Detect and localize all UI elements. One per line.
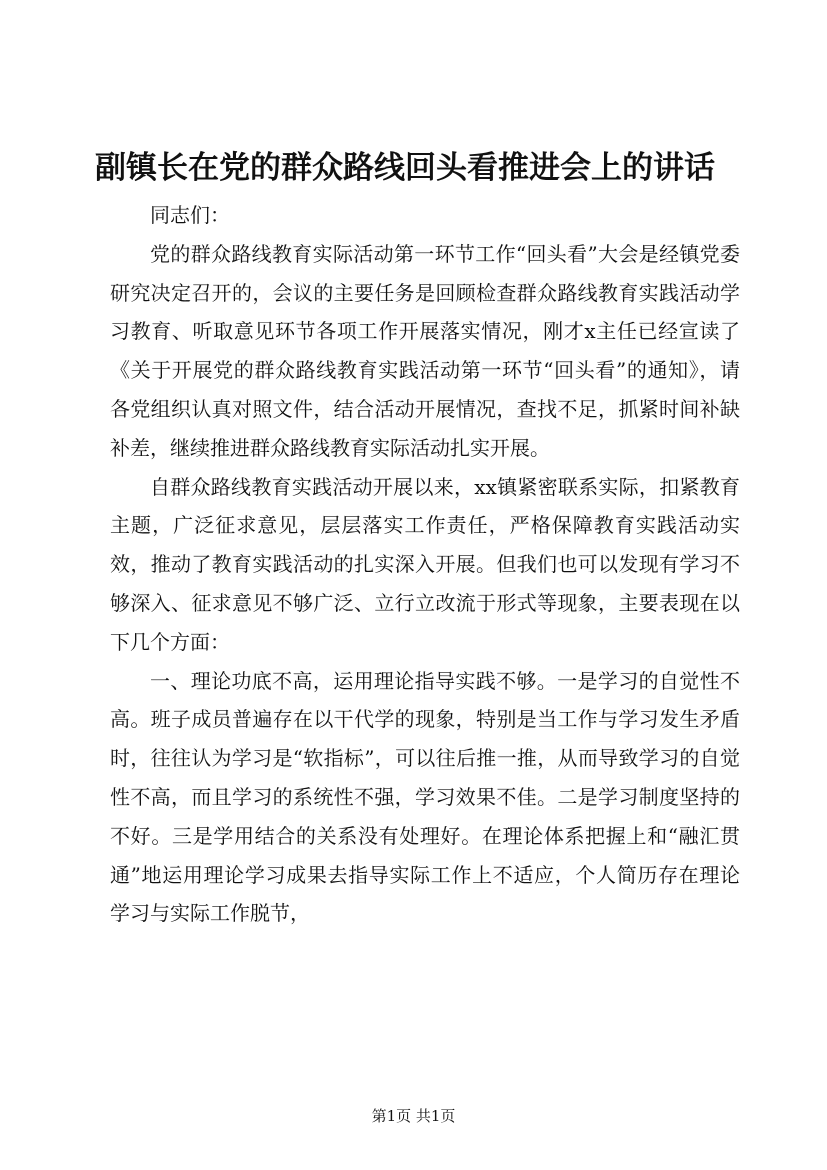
document-title: 副镇长在党的群众路线回头看推进会上的讲话: [95, 150, 715, 186]
page-footer: [0, 1105, 827, 1127]
page-number-label: 第1页 共1页: [371, 1107, 456, 1125]
paragraph-1: 党的群众路线教育实际活动第一环节工作“回头看”大会是经镇党委研究决定召开的，会议的主要任务是回顾检查群众路线教育实践活动学习教育、听取意见环节各项工作开展落实情况，刚才x主任已经宣读了《关于开展党的群众路线教育实践活动第一环节“回头看”的通知》，请各党组织认真对照文件，结合活动开展情况，查找不足，抓紧时间补缺补差，继续推进群众路线教育实际活动扎实开展。: [110, 241, 740, 460]
paragraph-2: 自群众路线教育实践活动开展以来，xx镇紧密联系实际，扣紧教育主题，广泛征求意见，层层落实工作责任，严格保障教育实践活动实效，推动了教育实践活动的扎实深入开展。但我们也可以发现有学习不够深入、征求意见不够广泛、立行立改流于形式等现象，主要表现在以下几个方面：: [110, 474, 740, 654]
salutation: 同志们：: [150, 203, 230, 227]
document-body: [110, 196, 740, 933]
paragraph-3: 一、理论功底不高，运用理论指导实践不够。一是学习的自觉性不高。班子成员普遍存在以干代学的现象，特别是当工作与学习发生矛盾时，往往认为学习是“软指标”，可以往后推一推，从而导致学习的自觉性不高，而且学习的系统性不强，学习效果不佳。二是学习制度坚持的不好。三是学用结合的关系没有处理好。在理论体系把握上和“融汇贯通”地运用理论学习成果去指导实际工作上不适应，个人简历存在理论学习与实际工作脱节，: [110, 668, 740, 926]
